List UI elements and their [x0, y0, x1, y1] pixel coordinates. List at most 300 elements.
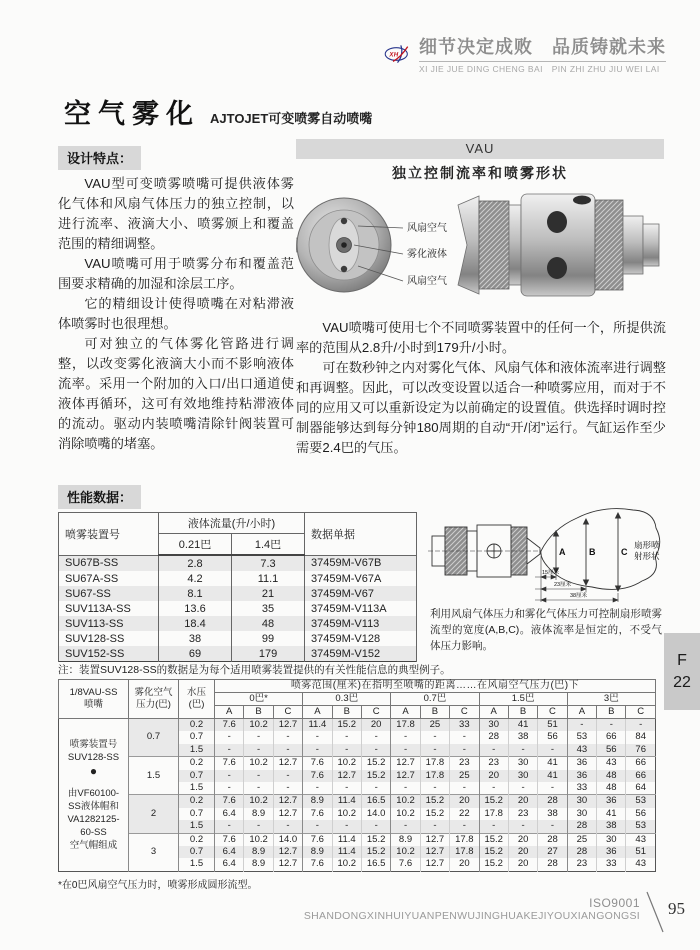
page-title-row: [64, 92, 372, 131]
brand-slogan-pinyin: XI JIE JUE DING CHENG BAI PIN ZHI ZHU JIU WEI LAI: [419, 64, 660, 74]
spray-range-value-cell: 12.7: [273, 846, 302, 858]
device-number-cell: SUV113-SS: [59, 616, 159, 631]
spray-range-value-cell: -: [391, 731, 420, 743]
spray-range-value-cell: 12.7: [273, 719, 302, 732]
spray-range-value-cell: 28: [538, 858, 567, 871]
spray-range-value-cell: 23: [508, 808, 537, 820]
water-pressure-cell: 0.7: [179, 846, 215, 858]
tab-letter: F: [677, 651, 687, 669]
spray-range-value-cell: 43: [597, 757, 626, 770]
data-sheet-cell: 37459M-V67A: [305, 571, 417, 586]
spray-range-value-cell: 12.7: [391, 757, 420, 770]
footer-iso: ISO9001: [589, 896, 640, 910]
page-title: 空气雾化: [64, 99, 200, 129]
water-pressure-cell: 1.5: [179, 782, 215, 795]
spray-range-value-cell: -: [450, 820, 479, 833]
spray-range-value-cell: -: [361, 820, 390, 833]
spray-col-atomizing-pressure: 雾化空气 压力(巴): [129, 680, 179, 719]
brand-header: [384, 30, 666, 78]
atomizing-pressure-cell: 0.7: [129, 719, 179, 757]
spray-range-value-cell: 56: [597, 744, 626, 757]
performance-table-row: [59, 646, 417, 662]
data-sheet-cell: 37459M-V128: [305, 631, 417, 646]
spray-range-value-cell: 15.2: [479, 846, 508, 858]
spray-range-value-cell: -: [567, 719, 596, 732]
page-number: 95: [668, 899, 685, 918]
abc-header: A: [567, 706, 596, 719]
spray-range-value-cell: 43: [626, 833, 656, 846]
spray-range-value-cell: 30: [597, 833, 626, 846]
spray-range-value-cell: 15.2: [420, 808, 449, 820]
spray-range-value-cell: -: [273, 770, 302, 782]
spray-range-value-cell: 28: [538, 795, 567, 808]
spray-range-value-cell: -: [361, 731, 390, 743]
spray-range-value-cell: 20: [450, 858, 479, 871]
spray-range-value-cell: 66: [597, 731, 626, 743]
spray-range-value-cell: 76: [626, 744, 656, 757]
spray-range-value-cell: 23: [450, 757, 479, 770]
spray-range-value-cell: 10.2: [244, 719, 273, 732]
spray-range-value-cell: 7.6: [303, 757, 332, 770]
spray-range-value-cell: 14.0: [273, 833, 302, 846]
water-pressure-cell: 0.7: [179, 808, 215, 820]
divider: [419, 61, 666, 62]
spray-range-value-cell: -: [244, 770, 273, 782]
performance-heading-label: 性能数据：: [58, 485, 141, 509]
spray-range-value-cell: 7.6: [391, 858, 420, 871]
flow-value-cell: 13.6: [159, 601, 232, 616]
spray-range-value-cell: 20: [508, 833, 537, 846]
abc-header: B: [244, 706, 273, 719]
spray-range-value-cell: 12.7: [420, 858, 449, 871]
spray-range-value-cell: -: [303, 782, 332, 795]
spray-range-value-cell: 10.2: [244, 833, 273, 846]
spray-range-value-cell: 8.9: [244, 846, 273, 858]
spray-range-value-cell: -: [597, 719, 626, 732]
spray-range-value-cell: 53: [626, 820, 656, 833]
spray-range-value-cell: -: [391, 782, 420, 795]
spray-range-value-cell: 43: [567, 744, 596, 757]
flow-value-cell: 99: [232, 631, 305, 646]
spray-col-nozzle: 1/8VAU-SS 喷嘴: [59, 680, 129, 719]
spray-range-value-cell: -: [215, 820, 244, 833]
water-pressure-cell: 0.7: [179, 731, 215, 743]
spray-range-value-cell: -: [420, 820, 449, 833]
spray-range-value-cell: 17.8: [450, 846, 479, 858]
diagram-label-b: B: [589, 547, 596, 557]
water-pressure-cell: 0.2: [179, 757, 215, 770]
spray-range-value-cell: 36: [567, 757, 596, 770]
fan-spray-diagram: [428, 498, 664, 604]
spray-range-value-cell: 15.2: [479, 795, 508, 808]
data-sheet-cell: 37459M-V113A: [305, 601, 417, 616]
design-heading-label: 设计特点：: [58, 146, 141, 170]
spray-range-value-cell: 20: [450, 795, 479, 808]
spray-range-value-cell: -: [479, 782, 508, 795]
spray-range-value-cell: 56: [626, 808, 656, 820]
spray-range-value-cell: -: [244, 782, 273, 795]
abc-header: B: [597, 706, 626, 719]
spray-range-value-cell: -: [508, 744, 537, 757]
spray-range-value-cell: 41: [538, 757, 567, 770]
design-paragraph: 可对独立的气体雾化管路进行调整，以改变雾化液滴大小而不影响液体流率。采用一个附加的入口/出口通道使液体再循环，这可有效地维持粘滞液体的流动。驱动内装喷嘴清除针阀装置可消除喷嘴的堵塞。: [58, 336, 294, 451]
spray-table-footnote: *在0巴风扇空气压力时，喷雾形成圆形流型。: [58, 880, 258, 891]
performance-table: [58, 512, 417, 662]
flow-value-cell: 7.3: [232, 555, 305, 571]
spray-range-value-cell: -: [244, 744, 273, 757]
spray-table-row: [59, 795, 656, 808]
spray-range-value-cell: 25: [567, 833, 596, 846]
spray-range-value-cell: 11.4: [332, 833, 361, 846]
spray-range-value-cell: 7.6: [215, 757, 244, 770]
company-logo-icon: [384, 31, 411, 77]
spray-range-value-cell: 23: [567, 858, 596, 871]
diagram-shape-label-1: 扇形喷: [634, 540, 660, 550]
perf-col-flow: 液体流量(升/小时): [159, 513, 305, 534]
flow-value-cell: 35: [232, 601, 305, 616]
spray-range-value-cell: 51: [626, 846, 656, 858]
vau-subtitle: 独立控制流率和喷雾形状: [392, 165, 568, 181]
performance-table-row: [59, 631, 417, 646]
spray-range-value-cell: 6.4: [215, 858, 244, 871]
spray-range-value-cell: 7.6: [303, 833, 332, 846]
spray-range-value-cell: 16.5: [361, 795, 390, 808]
vau-paragraphs: [296, 318, 666, 458]
abc-header: C: [626, 706, 656, 719]
abc-header: A: [215, 706, 244, 719]
device-number-cell: SU67B-SS: [59, 555, 159, 571]
diagram-dim-15cm: 15厘米: [542, 570, 560, 576]
spray-range-value-cell: -: [215, 744, 244, 757]
device-number-cell: SUV152-SS: [59, 646, 159, 662]
perf-col-flow-021: 0.21巴: [159, 534, 232, 556]
spray-range-value-cell: 20: [479, 770, 508, 782]
abc-header: C: [361, 706, 390, 719]
spray-range-value-cell: -: [626, 719, 656, 732]
spray-range-value-cell: 20: [508, 846, 537, 858]
spray-range-value-cell: 6.4: [215, 808, 244, 820]
design-paragraph: VAU喷嘴可用于喷雾分布和覆盖范围要求精确的加湿和涂层工序。: [58, 256, 294, 291]
spray-range-value-cell: 8.9: [244, 858, 273, 871]
abc-header: B: [332, 706, 361, 719]
spray-range-value-cell: 41: [538, 770, 567, 782]
abc-header: B: [420, 706, 449, 719]
design-paragraph: VAU型可变喷雾喷嘴可提供液体雾化气体和风扇气体压力的独立控制，以进行流率、液滴大小、喷雾颁上和覆盖范围的精细调整。: [58, 176, 294, 251]
diagram-label-a: A: [559, 547, 566, 557]
spray-table-row: [59, 719, 656, 732]
abc-header: C: [450, 706, 479, 719]
design-paragraph: 它的精细设计使得喷嘴在对粘滞液体喷雾时也很理想。: [58, 296, 294, 331]
water-pressure-cell: 0.2: [179, 795, 215, 808]
spray-range-value-cell: -: [332, 820, 361, 833]
spray-range-value-cell: 8.9: [391, 833, 420, 846]
design-section-heading: [58, 146, 141, 170]
spray-range-value-cell: 16.5: [361, 858, 390, 871]
spray-range-value-cell: -: [244, 820, 273, 833]
spray-range-value-cell: -: [215, 782, 244, 795]
spray-range-value-cell: 7.6: [303, 858, 332, 871]
spray-range-value-cell: 30: [567, 795, 596, 808]
spray-range-value-cell: 10.2: [332, 858, 361, 871]
nozzle-front-view: [296, 198, 391, 292]
spray-range-value-cell: 36: [567, 770, 596, 782]
spray-range-value-cell: 10.2: [244, 795, 273, 808]
spray-range-value-cell: 48: [597, 782, 626, 795]
fan-pressure-header: 3巴: [567, 693, 655, 706]
photo-label-fan-air-top: 风扇空气: [407, 223, 447, 234]
abc-header: B: [508, 706, 537, 719]
spray-range-value-cell: 30: [567, 808, 596, 820]
flow-value-cell: 8.1: [159, 586, 232, 601]
spray-range-value-cell: 6.4: [215, 846, 244, 858]
performance-table-row: [59, 571, 417, 586]
spray-range-value-cell: 20: [508, 858, 537, 871]
spray-range-value-cell: 12.7: [273, 757, 302, 770]
flow-value-cell: 179: [232, 646, 305, 662]
spray-range-value-cell: -: [332, 731, 361, 743]
abc-header: C: [538, 706, 567, 719]
spray-range-value-cell: 30: [508, 757, 537, 770]
spray-range-value-cell: -: [273, 731, 302, 743]
spray-range-value-cell: 10.2: [391, 808, 420, 820]
performance-table-row: [59, 616, 417, 631]
spray-table-row: [59, 833, 656, 846]
abc-header: A: [303, 706, 332, 719]
spray-range-value-cell: -: [450, 731, 479, 743]
spray-range-value-cell: 22: [450, 808, 479, 820]
perf-col-flow-14: 1.4巴: [232, 534, 305, 556]
photo-label-atomized-liquid: 雾化液体: [407, 249, 447, 260]
spray-range-value-cell: -: [479, 744, 508, 757]
spray-range-value-cell: 15.2: [361, 757, 390, 770]
spray-range-value-cell: 51: [538, 719, 567, 732]
spray-range-value-cell: 36: [597, 795, 626, 808]
device-number-cell: SU67-SS: [59, 586, 159, 601]
device-number-cell: SUV128-SS: [59, 631, 159, 646]
perf-col-doc: 数据单据: [305, 513, 417, 556]
spray-range-value-cell: 17.8: [479, 808, 508, 820]
spray-range-value-cell: 15.2: [479, 858, 508, 871]
diagram-dim-38cm: 38厘米: [570, 593, 588, 599]
diagram-dim-23cm: 23厘米: [554, 582, 572, 588]
spray-range-value-cell: 17.8: [420, 757, 449, 770]
spray-range-value-cell: 12.7: [332, 770, 361, 782]
spray-range-value-cell: 11.4: [332, 795, 361, 808]
spray-range-value-cell: 27: [538, 846, 567, 858]
photo-label-fan-air-bottom: 风扇空气: [407, 276, 447, 287]
perf-col-device: 喷雾装置号: [59, 513, 159, 556]
spray-range-value-cell: 30: [479, 719, 508, 732]
fan-pressure-header: 0.7巴: [391, 693, 479, 706]
spray-range-value-cell: 10.2: [332, 757, 361, 770]
spray-range-value-cell: 15.2: [361, 770, 390, 782]
brand-slogan: 细节决定成败 品质铸就未来: [419, 37, 666, 57]
diagram-caption: 利用风扇气体压力和雾化气体压力可控制扇形喷雾流型的宽度(A,B,C)。液体流率是恒定的，不受气体压力影响。: [430, 608, 662, 652]
spray-col-water-pressure: 水压 (巴): [179, 680, 215, 719]
fan-pressure-header: 1.5巴: [479, 693, 567, 706]
device-number-cell: SU67A-SS: [59, 571, 159, 586]
spray-range-value-cell: 12.7: [420, 833, 449, 846]
spray-range-value-cell: -: [538, 744, 567, 757]
spray-range-value-cell: 33: [567, 782, 596, 795]
diagram-shape-label-2: 射形状: [634, 551, 660, 561]
vau-header-bar: VAU: [296, 139, 664, 159]
spray-range-value-cell: 20: [361, 719, 390, 732]
flow-value-cell: 4.2: [159, 571, 232, 586]
spray-range-value-cell: 15.2: [361, 833, 390, 846]
spray-range-value-cell: 23: [479, 757, 508, 770]
spray-range-table: [58, 679, 656, 872]
vau-nozzle-photo: [296, 188, 666, 316]
spray-range-value-cell: 33: [597, 858, 626, 871]
spray-range-value-cell: -: [361, 782, 390, 795]
spray-table-note: 注：装置SUV128-SS的数据是为每个适用喷雾装置提供的有关性能信息的典型例子。: [58, 664, 451, 676]
section-tab-f22: [664, 633, 700, 710]
flow-value-cell: 69: [159, 646, 232, 662]
spray-range-value-cell: 84: [626, 731, 656, 743]
spray-range-value-cell: -: [361, 744, 390, 757]
spray-range-value-cell: 17.8: [420, 770, 449, 782]
spray-range-value-cell: 10.2: [391, 846, 420, 858]
spray-range-value-cell: 20: [508, 795, 537, 808]
device-number-cell: SUV113A-SS: [59, 601, 159, 616]
vau-paragraph: VAU喷嘴可使用七个不同喷雾装置中的任何一个，所提供流率的范围从2.8升/小时到179升/小时。: [296, 320, 666, 355]
spray-range-value-cell: 28: [479, 731, 508, 743]
spray-range-value-cell: -: [215, 731, 244, 743]
spray-range-value-cell: -: [391, 744, 420, 757]
spray-range-value-cell: 38: [538, 808, 567, 820]
spray-range-value-cell: 10.2: [332, 808, 361, 820]
flow-value-cell: 48: [232, 616, 305, 631]
water-pressure-cell: 0.7: [179, 770, 215, 782]
spray-range-value-cell: 7.6: [215, 719, 244, 732]
performance-table-row: [59, 586, 417, 601]
footer-divider-line: [643, 890, 667, 934]
spray-range-value-cell: 8.9: [303, 846, 332, 858]
spray-range-value-cell: -: [332, 782, 361, 795]
performance-table-row: [59, 601, 417, 616]
vau-paragraph: 可在数秒钟之内对雾化气体、风扇气体和液体流率进行调整和再调整。因此，可以改变设置以适合一种喷雾应用，而对于不同的应用又可以重新设定为以前确定的设置值。供选择时调时控制器能够达到每分钟180周期的自动“开/闭”运行。气缸运作至少需要2.4巴的气压。: [296, 360, 666, 455]
spray-range-value-cell: 64: [626, 782, 656, 795]
data-sheet-cell: 37459M-V67: [305, 586, 417, 601]
fan-pressure-header: 0巴*: [215, 693, 303, 706]
water-pressure-cell: 1.5: [179, 858, 215, 871]
spray-range-value-cell: 15.2: [361, 846, 390, 858]
spray-range-value-cell: 41: [597, 808, 626, 820]
spray-range-value-cell: 36: [597, 846, 626, 858]
water-pressure-cell: 1.5: [179, 820, 215, 833]
atomizing-pressure-cell: 1.5: [129, 757, 179, 795]
spray-range-value-cell: -: [391, 820, 420, 833]
footer: [260, 896, 640, 922]
flow-value-cell: 38: [159, 631, 232, 646]
spray-range-value-cell: 7.6: [303, 808, 332, 820]
diagram-label-c: C: [621, 547, 628, 557]
spray-range-value-cell: 38: [508, 731, 537, 743]
page-subtitle: AJTOJET可变喷雾自动喷嘴: [210, 111, 373, 126]
spray-range-value-cell: 17.8: [391, 719, 420, 732]
fan-pressure-header: 0.3巴: [303, 693, 391, 706]
abc-header: C: [273, 706, 302, 719]
spray-range-value-cell: 28: [567, 820, 596, 833]
spray-range-value-cell: -: [538, 820, 567, 833]
footer-company: SHANDONGXINHUIYUANPENWUJINGHUAKEJIYOUXIANGONGSI: [303, 910, 640, 922]
spray-range-value-cell: -: [450, 744, 479, 757]
tab-number: 22: [673, 673, 691, 691]
spray-range-value-cell: -: [273, 782, 302, 795]
atomizing-pressure-cell: 2: [129, 795, 179, 833]
spray-range-value-cell: -: [244, 731, 273, 743]
spray-range-value-cell: 25: [420, 719, 449, 732]
spray-range-value-cell: 17.8: [450, 833, 479, 846]
spray-range-value-cell: 12.7: [391, 770, 420, 782]
atomizing-pressure-cell: 3: [129, 833, 179, 871]
spray-range-value-cell: 53: [626, 795, 656, 808]
spray-range-value-cell: -: [273, 820, 302, 833]
spray-range-value-cell: 11.4: [332, 846, 361, 858]
flow-value-cell: 11.1: [232, 571, 305, 586]
spray-range-value-cell: -: [450, 782, 479, 795]
flow-value-cell: 18.4: [159, 616, 232, 631]
spray-range-value-cell: -: [420, 731, 449, 743]
spray-range-value-cell: 25: [450, 770, 479, 782]
spray-range-value-cell: 7.6: [215, 833, 244, 846]
spray-range-value-cell: 15.2: [332, 719, 361, 732]
spray-range-value-cell: -: [303, 820, 332, 833]
spray-table-row: [59, 757, 656, 770]
spray-span-title: 喷雾范围(厘米)在指明至喷嘴的距离……在风扇空气压力(巴)下: [215, 680, 656, 693]
spray-range-value-cell: 12.7: [273, 795, 302, 808]
spray-range-value-cell: 41: [508, 719, 537, 732]
flow-value-cell: 2.8: [159, 555, 232, 571]
spray-range-value-cell: 8.9: [303, 795, 332, 808]
water-pressure-cell: 0.2: [179, 719, 215, 732]
spray-range-value-cell: 66: [626, 770, 656, 782]
data-sheet-cell: 37459M-V113: [305, 616, 417, 631]
spray-range-value-cell: 48: [597, 770, 626, 782]
device-description-cell: 喷雾装置号 SUV128-SS ● 由VF60100- SS液体帽和 VA1282125- 60-SS 空气帽组成: [59, 719, 129, 872]
spray-range-value-cell: 33: [450, 719, 479, 732]
data-sheet-cell: 37459M-V152: [305, 646, 417, 662]
spray-range-value-cell: 12.7: [273, 808, 302, 820]
spray-range-value-cell: 66: [626, 757, 656, 770]
spray-range-value-cell: 28: [567, 846, 596, 858]
spray-range-value-cell: -: [420, 744, 449, 757]
spray-range-value-cell: 10.2: [244, 757, 273, 770]
flow-value-cell: 21: [232, 586, 305, 601]
spray-range-value-cell: 7.6: [215, 795, 244, 808]
water-pressure-cell: 0.2: [179, 833, 215, 846]
spray-range-value-cell: 8.9: [244, 808, 273, 820]
spray-range-value-cell: -: [303, 731, 332, 743]
spray-range-value-cell: 15.2: [479, 833, 508, 846]
spray-range-value-cell: -: [508, 782, 537, 795]
spray-range-value-cell: 12.7: [273, 858, 302, 871]
spray-range-value-cell: 30: [508, 770, 537, 782]
performance-table-row: [59, 555, 417, 571]
spray-range-value-cell: -: [273, 744, 302, 757]
spray-range-value-cell: -: [215, 770, 244, 782]
nozzle-side-view: [458, 194, 659, 296]
spray-range-value-cell: 53: [567, 731, 596, 743]
logo-text: XH: [389, 51, 399, 59]
spray-range-value-cell: -: [508, 820, 537, 833]
design-paragraphs: [58, 174, 294, 454]
data-sheet-cell: 37459M-V67B: [305, 555, 417, 571]
spray-range-value-cell: 56: [538, 731, 567, 743]
spray-range-value-cell: -: [538, 782, 567, 795]
spray-range-value-cell: -: [303, 744, 332, 757]
